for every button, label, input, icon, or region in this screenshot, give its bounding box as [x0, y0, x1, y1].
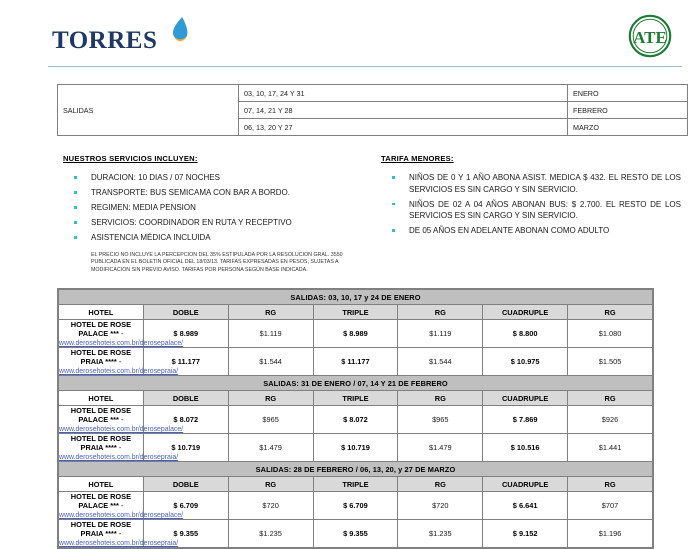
- hotel-separator: -: [118, 443, 122, 453]
- salidas-month: MARZO: [568, 119, 688, 136]
- col-header-rg-cuadruple: RG: [568, 305, 653, 320]
- hotel-separator: -: [120, 501, 124, 511]
- salidas-dates: 07, 14, 21 Y 28: [239, 102, 568, 119]
- list-item: NIÑOS DE 02 A 04 AÑOS ABONAN BUS: $ 2.700. EL RESTO DE LOS SERVICIOS ES SIN CARGO Y SIN SERVICIO.: [409, 199, 681, 220]
- rg-doble: $1.544: [228, 348, 313, 376]
- price-cuadruple: $ 6.641: [483, 492, 568, 520]
- rg-cuadruple: $1.441: [568, 434, 653, 462]
- rg-triple: $1.235: [398, 520, 483, 548]
- price-doble: $ 10.719: [143, 434, 228, 462]
- page-header: [0, 0, 700, 72]
- price-triple: $ 6.709: [313, 492, 398, 520]
- salidas-month: FEBRERO: [568, 102, 688, 119]
- rg-triple: $1.479: [398, 434, 483, 462]
- col-header-triple: TRIPLE: [313, 477, 398, 492]
- price-table: [58, 289, 653, 548]
- col-header-triple: TRIPLE: [313, 391, 398, 406]
- col-header-triple: TRIPLE: [313, 305, 398, 320]
- ate-circle-logo: [628, 14, 672, 63]
- column-header-row: [59, 305, 653, 320]
- col-header-rg-doble: RG: [228, 477, 313, 492]
- section-band-row: [59, 290, 653, 305]
- col-header-rg-cuadruple: RG: [568, 477, 653, 492]
- rg-cuadruple: $1.505: [568, 348, 653, 376]
- column-header-row: [59, 477, 653, 492]
- section-band-label: SALIDAS: 31 DE ENERO / 07, 14 Y 21 DE FEBRERO: [59, 376, 653, 391]
- salidas-dates: 06, 13, 20 Y 27: [239, 119, 568, 136]
- hotel-separator: -: [120, 415, 124, 425]
- rg-cuadruple: $926: [568, 406, 653, 434]
- hotel-name: HOTEL DE ROSE PRAIA ****: [70, 520, 132, 539]
- hotel-url-link[interactable]: www.derosehoteis.com.br/derosepalace/: [59, 426, 184, 434]
- rg-doble: $720: [228, 492, 313, 520]
- rg-triple: $965: [398, 406, 483, 434]
- list-item: DE 05 AÑOS EN ADELANTE ABONAN COMO ADULTO: [409, 225, 681, 237]
- table-row: [58, 85, 688, 102]
- price-doble: $ 8.072: [143, 406, 228, 434]
- section-band-label: SALIDAS: 03, 10, 17 y 24 DE ENERO: [59, 290, 653, 305]
- salidas-label: SALIDAS: [58, 85, 239, 136]
- page-title: TORRES: [52, 27, 158, 54]
- col-header-hotel: HOTEL: [59, 391, 144, 406]
- rg-cuadruple: $1.080: [568, 320, 653, 348]
- salidas-table-wrapper: [57, 84, 654, 136]
- hotel-separator: -: [118, 529, 122, 539]
- list-item: DURACION: 10 DIAS / 07 NOCHES: [91, 172, 381, 184]
- services-list: [63, 172, 381, 244]
- price-triple: $ 10.719: [313, 434, 398, 462]
- list-item: ASISTENCIA MÉDICA INCLUIDA: [91, 232, 381, 244]
- col-header-rg-triple: RG: [398, 477, 483, 492]
- hotel-cell: [59, 348, 179, 376]
- col-header-cuadruple: CUADRUPLE: [483, 477, 568, 492]
- rg-cuadruple: $1.196: [568, 520, 653, 548]
- price-cuadruple: $ 10.516: [483, 434, 568, 462]
- price-cuadruple: $ 9.152: [483, 520, 568, 548]
- col-header-hotel: HOTEL: [59, 477, 144, 492]
- col-header-rg-triple: RG: [398, 391, 483, 406]
- hotel-separator: -: [120, 329, 124, 339]
- price-doble: $ 6.709: [143, 492, 228, 520]
- col-header-rg-cuadruple: RG: [568, 391, 653, 406]
- rg-doble: $1.479: [228, 434, 313, 462]
- hotel-cell: [59, 320, 184, 348]
- price-doble: $ 11.177: [143, 348, 228, 376]
- hotel-name: HOTEL DE ROSE PALACE ***: [70, 492, 132, 511]
- rg-cuadruple: $707: [568, 492, 653, 520]
- services-fineprint: EL PRECIO NO INCLUYE LA PERCEPCION DEL 35% ESTIPULADA POR LA RESOLUCION GRAL. 3550 PUBLICADA EN EL BOLETIN OFICIAL DEL 18/03/13. TARIFAS EXPRESADAS EN PESOS, SUJETAS A MODIFICACION SIN PREVIO AVISO. TARIFAS POR PERSONA SEGÚN BASE INDICADA.: [91, 251, 343, 273]
- section-band-label: SALIDAS: 28 DE FEBRERO / 06, 13, 20, y 27 DE MARZO: [59, 462, 653, 477]
- services-column: [63, 154, 381, 274]
- col-header-rg-doble: RG: [228, 391, 313, 406]
- header-divider: [48, 66, 682, 67]
- salidas-month: ENERO: [568, 85, 688, 102]
- water-drop-icon: [169, 16, 191, 51]
- price-triple: $ 8.072: [313, 406, 398, 434]
- price-triple: $ 11.177: [313, 348, 398, 376]
- table-row: [59, 520, 653, 548]
- hotel-separator: -: [118, 357, 122, 367]
- minors-list: [381, 172, 681, 237]
- col-header-hotel: HOTEL: [59, 305, 144, 320]
- minors-column: [381, 154, 681, 274]
- price-cuadruple: $ 10.975: [483, 348, 568, 376]
- hotel-url-link[interactable]: www.derosehoteis.com.br/derosepraia/: [59, 540, 179, 548]
- hotel-url-link[interactable]: www.derosehoteis.com.br/derosepraia/: [59, 368, 179, 376]
- info-columns: [0, 154, 700, 274]
- hotel-url-link[interactable]: www.derosehoteis.com.br/derosepalace/: [59, 512, 184, 520]
- hotel-name: HOTEL DE ROSE PRAIA ****: [70, 434, 132, 453]
- hotel-url-link[interactable]: www.derosehoteis.com.br/derosepraia/: [59, 454, 179, 462]
- salidas-table: [57, 84, 688, 136]
- hotel-cell: [59, 520, 179, 548]
- rg-doble: $1.119: [228, 320, 313, 348]
- rg-triple: $1.544: [398, 348, 483, 376]
- section-band-row: [59, 376, 653, 391]
- list-item: REGIMEN: MEDIA PENSION: [91, 202, 381, 214]
- list-item: TRANSPORTE: BUS SEMICAMA CON BAR A BORDO.: [91, 187, 381, 199]
- table-row: [59, 406, 653, 434]
- hotel-name: HOTEL DE ROSE PALACE ***: [70, 406, 132, 425]
- rg-doble: $1.235: [228, 520, 313, 548]
- col-header-rg-doble: RG: [228, 305, 313, 320]
- col-header-doble: DOBLE: [143, 305, 228, 320]
- rg-triple: $720: [398, 492, 483, 520]
- hotel-cell: [59, 406, 184, 434]
- table-row: [59, 320, 653, 348]
- table-row: [59, 434, 653, 462]
- price-tables: [57, 288, 654, 549]
- price-cuadruple: $ 7.869: [483, 406, 568, 434]
- list-item: NIÑOS DE 0 Y 1 AÑO ABONA ASIST. MEDICA $ 432. EL RESTO DE LOS SERVICIOS ES SIN CARGO Y SIN SERVICIO.: [409, 173, 681, 194]
- column-header-row: [59, 391, 653, 406]
- col-header-cuadruple: CUADRUPLE: [483, 305, 568, 320]
- price-doble: $ 9.355: [143, 520, 228, 548]
- price-doble: $ 8.989: [143, 320, 228, 348]
- hotel-url-link[interactable]: www.derosehoteis.com.br/derosepalace/: [59, 340, 184, 348]
- hotel-cell: [59, 492, 184, 520]
- hotel-name: HOTEL DE ROSE PRAIA ****: [70, 348, 132, 367]
- price-triple: $ 9.355: [313, 520, 398, 548]
- services-heading: NUESTROS SERVICIOS INCLUYEN:: [63, 154, 198, 163]
- col-header-doble: DOBLE: [143, 477, 228, 492]
- salidas-dates: 03, 10, 17, 24 Y 31: [239, 85, 568, 102]
- ate-logo-text: ATE: [633, 28, 667, 47]
- price-cuadruple: $ 8.800: [483, 320, 568, 348]
- table-row: [59, 492, 653, 520]
- price-triple: $ 8.989: [313, 320, 398, 348]
- table-row: [59, 348, 653, 376]
- list-item: SERVICIOS: COORDINADOR EN RUTA Y RECEPTIVO: [91, 217, 381, 229]
- col-header-rg-triple: RG: [398, 305, 483, 320]
- rg-doble: $965: [228, 406, 313, 434]
- hotel-name: HOTEL DE ROSE PALACE ***: [70, 320, 132, 339]
- hotel-cell: [59, 434, 179, 462]
- col-header-doble: DOBLE: [143, 391, 228, 406]
- minors-heading: TARIFA MENORES:: [381, 154, 454, 163]
- brand-lockup: [52, 28, 191, 53]
- col-header-cuadruple: CUADRUPLE: [483, 391, 568, 406]
- rg-triple: $1.119: [398, 320, 483, 348]
- section-band-row: [59, 462, 653, 477]
